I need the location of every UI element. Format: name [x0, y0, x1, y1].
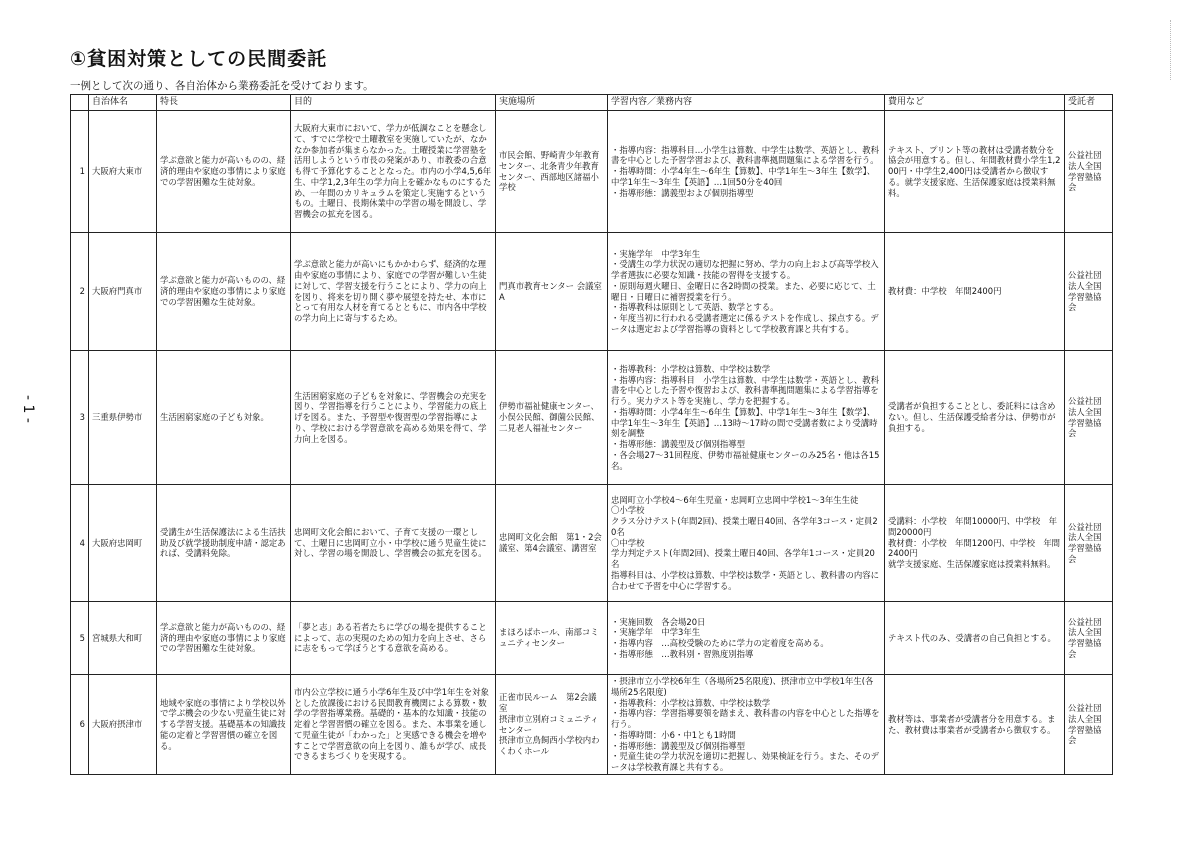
- content-line: 〇小学校: [611, 505, 645, 516]
- contractor-cell: 公益社団法人全国学習塾協会: [1065, 675, 1113, 775]
- outsourcing-table: [70, 94, 1113, 775]
- location-cell: 伊勢市福祉健康センター、小俣公民館、御薗公民館、二見老人福祉センター: [496, 351, 608, 485]
- content-cell: [608, 485, 885, 602]
- municipality-cell: 大阪府忠岡町: [89, 485, 157, 602]
- content-line: ・受講生の学力状況の適切な把握に努め、学力の向上および高等学校入学者選抜に必要な知識・技能の習得を支援する。: [611, 259, 879, 280]
- content-cell: [608, 233, 885, 351]
- content-line: ・指導時間：小学4年生〜6年生【算数】、中学1年生〜3年生【数学】、中学1年生〜3年生【英語】…1回50分を40回: [611, 166, 876, 187]
- cost-cell: 受講料：小学校 年間10000円、中学校 年間20000円 教材費：小学校 年間1200円、中学校 年間2400円 就学支援家庭、生活保護家庭は授業料無料。: [885, 485, 1065, 602]
- header-location: 実施場所: [496, 95, 608, 111]
- content-line: ・原則毎週火曜日、金曜日に各2時間の授業。また、必要に応じて、土曜日・日曜日に補習授業を行う。: [611, 280, 876, 302]
- content-line: 〇中学校: [611, 537, 645, 548]
- table-row: [71, 233, 1113, 351]
- location-cell: 門真市教育センター 会議室A: [496, 233, 608, 351]
- table-header-row: [71, 95, 1113, 111]
- page-subtitle: 一例として次の通り、各自治体から業務委託を受けております。: [70, 80, 374, 92]
- content-cell: [608, 111, 885, 233]
- content-line: ・指導内容：指導科目 小学生は算数、中学生は数学・英語とし、教科書を中心とした予習や復習および、教科書準拠問題集による学習指導を行う。実力テスト等を実施し、学力を把握する。: [611, 374, 879, 406]
- content-line: ・指導教科：小学校は算数、中学校は数学: [611, 363, 771, 374]
- content-line: ・各会場27〜31回程度、伊勢市福祉健康センターのみ25名・他は各15名。: [611, 449, 880, 471]
- header-content: 学習内容／業務内容: [608, 95, 885, 111]
- feature-cell: 生活困窮家庭の子ども対象。: [157, 351, 291, 485]
- content-line: ・児童生徒の学力状況を適切に把握し、効果検証を行う。また、そのデータは学校教育課と共有する。: [611, 751, 879, 773]
- feature-cell: 地域や家庭の事情により学校以外で学ぶ機会の少ない児童生徒に対する学習支援。基礎基本の知識技能の定着と学習習慣の確立を図る。: [157, 675, 291, 775]
- content-line: 忠岡町立小学校4〜6年生児童・忠岡町立忠岡中学校1〜3年生生徒: [611, 494, 859, 505]
- contractor-cell: 公益社団法人全国学習塾協会: [1065, 233, 1113, 351]
- municipality-cell: 大阪府大東市: [89, 111, 157, 233]
- content-line: ・指導内容：指導科目…小学生は算数、中学生は数学、英語とし、教科書を中心とした予習学習および、教科書準拠問題集による学習を行う。: [611, 144, 879, 166]
- feature-cell: 受講生が生活保護法による生活扶助及び就学援助制度申請・認定あれば、受講料免除。: [157, 485, 291, 602]
- content-line: ・実施学年 中学3年生: [611, 248, 701, 259]
- location-cell: 忠岡町文化会館 第1・2会議室、第4会議室、講習室: [496, 485, 608, 602]
- cost-cell: 教材等は、事業者が受講者分を用意する。また、教材費は事業者が受講者から徴収する。: [885, 675, 1065, 775]
- feature-cell: 学ぶ意欲と能力が高いものの、経済的理由や家庭の事情により家庭での学習困難な生徒対象。: [157, 111, 291, 233]
- cost-cell: テキスト代のみ、受講者の自己負担とする。: [885, 602, 1065, 675]
- row-number: 5: [71, 602, 89, 675]
- row-number: 2: [71, 233, 89, 351]
- content-line: ・指導形態：講義型および個別指導型: [611, 187, 754, 198]
- row-number: 3: [71, 351, 89, 485]
- location-cell: まほろばホール、南部コミュニティセンター: [496, 602, 608, 675]
- contractor-cell: 公益社団法人全国学習塾協会: [1065, 351, 1113, 485]
- content-line: 学力判定テスト(年間2回)、授業土曜日40回、各学年1コース・定員20名: [611, 548, 875, 570]
- content-line: ・指導形態：講義型及び個別指導型: [611, 740, 745, 751]
- content-line: ・指導教科：小学校は算数、中学校は数学: [611, 697, 771, 708]
- contractor-cell: 公益社団法人全国学習塾協会: [1065, 485, 1113, 602]
- page-number: - 1 -: [20, 395, 36, 423]
- content-cell: [608, 602, 885, 675]
- cost-cell: テキスト、プリント等の教材は受講者数分を協会が用意する。但し、年間教材費小学生1,200円・中学生2,400円は受講者から徴収する。就学支援家庭、生活保護家庭は授業料無料。: [885, 111, 1065, 233]
- municipality-cell: 大阪府門真市: [89, 233, 157, 351]
- content-line: ・指導形態 …教科別・習熟度別指導: [611, 648, 754, 659]
- content-cell: [608, 675, 885, 775]
- location-cell: 市民会館、野崎青少年教育センター、北条青少年教育センター、西部地区諸福小学校: [496, 111, 608, 233]
- purpose-cell: 学ぶ意欲と能力が高いにもかかわらず、経済的な理由や家庭の事情により、家庭での学習が難しい生徒に対して、学習支援を行うことにより、学力の向上を図り、将来を切り開く夢や展望を持たせ、本市にとって有用な人材を育てるとともに、市内各中学校の学力向上に寄与するため。: [291, 233, 496, 351]
- content-line: ・実施回数 各会場20日: [611, 616, 706, 627]
- content-line: ・指導時間：小6・中1とも1時間: [611, 729, 736, 740]
- table-row: [71, 602, 1113, 675]
- cost-cell: 教材費：中学校 年間2400円: [885, 233, 1065, 351]
- content-line: ・年度当初に行われる受講者選定に係るテストを作成し、採点する。データは選定および学習指導の資料として学校教育課と共有する。: [611, 313, 879, 334]
- feature-cell: 学ぶ意欲と能力が高いものの、経済的理由や家庭の事情により家庭での学習困難な生徒対象。: [157, 233, 291, 351]
- content-line: ・指導内容 …高校受験のために学力の定着度を高める。: [611, 638, 829, 648]
- header-municipality: 自治体名: [89, 95, 157, 111]
- purpose-cell: 忠岡町文化会館において、子育て支援の一環として、土曜日に忠岡町立小・中学校に通う児童生徒に対し、学習の場を開設し、学習機会の拡充を図る。: [291, 485, 496, 602]
- row-number: 1: [71, 111, 89, 233]
- cost-cell: 受講者が負担することとし、委託料には含めない。但し、生活保護受給者分は、伊勢市が負担する。: [885, 351, 1065, 485]
- header-feature: 特長: [157, 95, 291, 111]
- table-row: [71, 111, 1113, 233]
- row-number: 6: [71, 675, 89, 775]
- municipality-cell: 宮城県大和町: [89, 602, 157, 675]
- scan-edge-mark: [1170, 20, 1189, 80]
- content-cell: [608, 351, 885, 485]
- table-row: [71, 675, 1113, 775]
- content-line: ・指導内容：学習指導要領を踏まえ、教科書の内容を中心とした指導を行う。: [611, 708, 880, 730]
- row-number: 4: [71, 485, 89, 602]
- contractor-cell: 公益社団法人全国学習塾協会: [1065, 602, 1113, 675]
- contractor-cell: 公益社団法人全国学習塾協会: [1065, 111, 1113, 233]
- page-title: ①貧困対策としての民間委託: [70, 48, 328, 70]
- purpose-cell: 市内公立学校に通う小学6年生及び中学1年生を対象とした放課後における民間教育機関による算数・数学の学習指導業務。基礎的・基本的な知識・技能の定着と学習習慣の確立を図る。また、本事業を通して児童生徒が「わかった」と実感できる機会を増やすことで学習意欲の向上を図り、誰もが学び、成長できるまちづくりを実現する。: [291, 675, 496, 775]
- header-cost: 費用など: [885, 95, 1065, 111]
- content-line: クラス分けテスト(年間2回)、授業土曜日40回、各学年3コース・定員20名: [611, 516, 878, 537]
- content-line: ・指導時間：小学4年生〜6年生【算数】、中学1年生〜3年生【数学】、中学1年生〜3年生【英語】…13時〜17時の間で受講者数により受講時刻を調整: [611, 406, 878, 439]
- municipality-cell: 大阪府摂津市: [89, 675, 157, 775]
- header-purpose: 目的: [291, 95, 496, 111]
- municipality-cell: 三重県伊勢市: [89, 351, 157, 485]
- content-line: ・指導形態：講義型及び個別指導型: [611, 439, 745, 449]
- header-no: [71, 95, 89, 111]
- feature-cell: 学ぶ意欲と能力が高いものの、経済的理由や家庭の事情により家庭での学習困難な生徒対象。: [157, 602, 291, 675]
- purpose-cell: 大阪府大東市において、学力が低調なことを懸念して、すでに学校で土曜教室を実施していたが、なかなか参加者が集まらなかった。土曜授業に学習塾を活用しようという市長の発案があり、市教委の合意も得て予算化することとなった。市内の小学4,5,6年生、中学1,2,3年生の学力向上を確かなものにするため、一年間のカリキュラムを策定し実施するというもの。土曜日、長期休業中の学習の場を開設し、学習機会の拡充を図る。: [291, 111, 496, 233]
- table-row: [71, 351, 1113, 485]
- content-line: ・摂津市立小学校6年生（各場所25名限度)、摂津市立中学校1年生(各場所25名限度): [611, 676, 874, 697]
- table-row: [71, 485, 1113, 602]
- purpose-cell: 生活困窮家庭の子どもを対象に、学習機会の充実を図り、学習指導を行うことにより、学習能力の底上げを図る。また、予習型や復習型の学習指導により、学校における学習意欲を高める効果を得て、学力向上を図る。: [291, 351, 496, 485]
- purpose-cell: 「夢と志」ある若者たちに学びの場を提供することによって、志の実現のための知力を向上させ、さらに志をもって学ぼうとする意欲を高める。: [291, 602, 496, 675]
- location-cell: 正雀市民ルーム 第2会議室 摂津市立別府コミュニティセンター 摂津市立鳥飼西小学校内わくわくホール: [496, 675, 608, 775]
- content-line: ・実施学年 中学3年生: [611, 627, 701, 638]
- header-contractor: 受託者: [1065, 95, 1113, 111]
- content-line: 指導科目は、小学校は算数、中学校は数学・英語とし、教科書の内容に合わせて予習を中心に学習する。: [611, 569, 879, 591]
- content-line: ・指導教科は原則として英語、数学とする。: [611, 302, 779, 313]
